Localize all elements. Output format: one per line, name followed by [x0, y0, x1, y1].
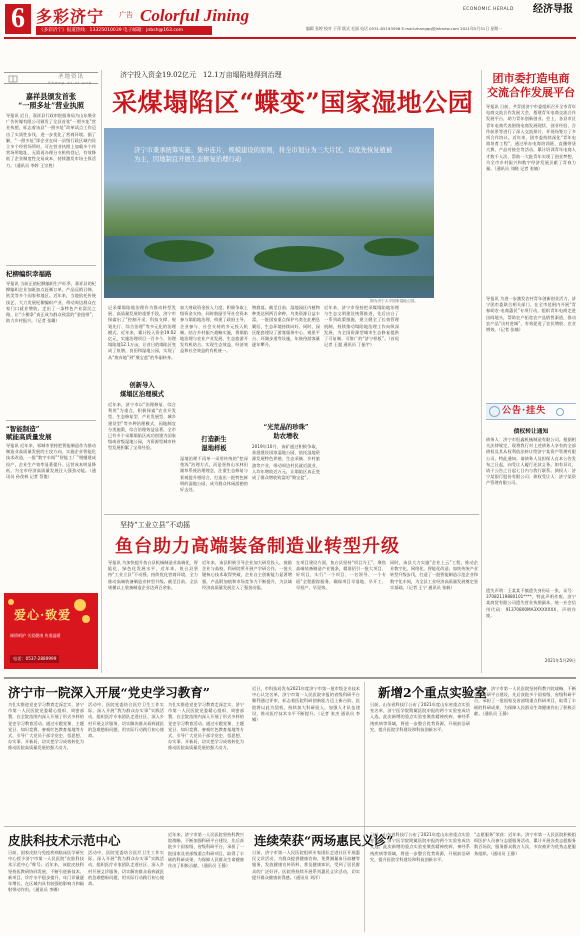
right-story-body: 导报讯 日前，共青团济宁市委组织召开全市青年电商交流合作发展大会，搭建青年电商交流合作发展平台，助力青年创新创业。会上，各县市区青年电商代表围绕电商发展现状、创业经验、合作前景等进行了深入交流探讨，并现场签订了多项合作协议。近年来，团市委持续深化“青年电商培育工程”，通过举办电商培训班、直播带货大赛、产品对接会等活动，累计培训青年电商人才数千人次，帮助一大批青年实现了创业梦想，为全市乡村振兴和数字经济发展贡献了青春力量。（通讯员 刘晓 记者 张楠） [486, 104, 576, 172]
mid-story-body4: 同时，该县大力实施“企业上云”工程，推动企业数字化、网络化、智能化改造，加快传统产业转型升级步伐，打造了一批智能制造示范企业和数字化车间，为全县工业经济高质量发展奠定坚实基础。（记者 王宁 通讯员 张帆） [390, 560, 478, 590]
ad-tag: 广告 [119, 11, 133, 19]
column-rule [101, 70, 102, 673]
top-story-subhead3: “光荒晶的珍珠” 助农增收 [263, 424, 309, 440]
bottom-story3-body3: 近年来，济宁市第一人民医院坚持科教兴院战略，不断加强科研平台建设，先后获批多个国家级、省级科研平台，承担了一批国家及省部级重点科研项目，取得了丰硕的科研成果，为保障人民群众生命健康作出了积极贡献。（通讯员 王静） [168, 832, 244, 869]
right-story-title: 团市委打造电商 交流合作发展平台 [487, 72, 575, 99]
photo-island [364, 238, 419, 256]
bottom-story1-body2b: 为扎实推进党史学习教育走深走实，济宁市第一人民医院党委精心组织、周密部署，在全院范围内深入开展了形式多样的党史学习教育活动。通过专题党课、主题党日、知识竞赛、参观红色教育基地等方式，引导广大党员干部学党史、悟思想、办实事、开新局，切实把学习成效转化为推动医院高质量发展的强大动力。 [168, 702, 244, 751]
bottom-story4-body: 日前，济宁市第一人民医院组织专家团队走进社区开展惠民义诊活动，为群众提供健康咨询、免费测量血压血糖等服务，发放健康宣传资料，普及健康知识，受到了居民群众的广泛好评。医院将持续开展系列惠民义诊活动，切实提升群众健康获得感。（通讯员 刘洋） [252, 850, 360, 880]
left-story3-title: “智能制造” 赋能高质量发展 [6, 425, 52, 441]
book-icon [8, 74, 18, 84]
photo-island [144, 240, 214, 262]
divider [4, 826, 576, 827]
ad-title: 爱心·致爱 [14, 608, 72, 622]
circle-icon [556, 408, 564, 416]
bottom-story1-body2: 活动中，医院党委结合医疗卫生工作实际，深入开展“我为群众办实事”实践活动，组织医疗专家团队走进社区、深入乡村开展义诊服务，切实解决群众看病就医的急难愁盼问题，用实际行动践行初心使命。 [88, 702, 164, 739]
circle-icon [489, 406, 500, 417]
wetland-photo [104, 128, 434, 298]
column-tag [4, 72, 98, 84]
top-story-body1: 记采煤塌陷地治理作为推动转型发展、高质量发展的重要手段，济宁市探索出了“控制开采、科技支撑、规划先行、综合治理”等多元化的治理模式。近年来，累计投入资金19.02亿元，实施治理项目一百多个，治理塌陷地12.1万亩，让昔日的塌陷区变成了鱼塘、良田和湿地公园，实现了从“废弃地”到“聚宝盆”的华丽转身。 [108, 305, 176, 360]
left-story2-title: 杞柳编织幸福路 [6, 270, 52, 278]
divider [104, 514, 479, 515]
hotline-strip: 《多彩济宁》报道热线：13325010039 电子邮箱：jnbsh@163.com [36, 26, 212, 35]
right-story-body2: 导报讯 为进一步激发农村青年创新创业活力，济宁团市委联合相关部门，在全市范围内开展“青春助农·电商惠民”专项行动，组织青年电商走进田间地头，帮助农户拓宽农产品销售渠道，推动农产品“出村进城”，有效促进了农民增收、农业增效。（记者 张楠） [486, 296, 576, 333]
divider [6, 420, 96, 421]
flower-icon [8, 599, 14, 605]
bottom-story2-body1: 日前，山东省科技厅公布了2021年度山东省重点实验室名单，济宁医学院附属医院申报的两个实验室成功入选。此次新增的重点实验室聚焦精神疾病、神经系统疾病等领域，将进一步整合优势资源，开展前沿研究，提升医院学科建设和科技创新水平。 [370, 702, 470, 732]
top-story-body6: 2019年10月，该矿通过积极争取，获批建设国家湿地公园，依托湿地资源发展特色养殖、生态采摘、乡村旅游等产业，带动周边村民就近就业，人均年增收近万元，让塌陷区真正变成了群众增收致富的“聚宝盆”。 [252, 444, 320, 481]
notice-body: 债务人：济宁市恒鑫机械制造有限公司。根据相关法律规定，现将我行对上述债务人享有的全部债权及其从权利依法转让给济宁某资产管理有限公司，特此通知。请债务人及担保人自本公告发布之日起，向受让人履行还款义务。如有异议，请于公告之日起七日内与我行联系。债权人：济宁某银行股份有限公司；债权受让人：济宁某资产管理有限公司。 [486, 437, 576, 486]
photo-island [254, 246, 344, 272]
notice-banner [486, 403, 576, 420]
top-story-subhead1: 创新导入 煤塌区治理模式 [119, 382, 165, 398]
left-story2-body: 导报讯 当前正值杞柳编织生产旺季，嘉祥县的杞柳编织企业加班加点赶制订单，产品远销日韩、欧美等多个国家和地区。近年来，当地依托传统技艺，大力发展杞柳编织产业，带动周边群众在家门口就业增收，走出了一条特色产业富民之路，让“小柳条”真正成为群众致富的“金纽带”，助力乡村振兴。（记者 张璐） [6, 281, 96, 324]
left-story3-body: 导报讯 近年来，邹城市坚持把智能制造作为推动制造业高质量发展的主攻方向，实施企业智能化技术改造，一批“数字车间”“智能工厂”相继建成投产，企业生产效率显著提升，运营成本明显降低，为全市经济高质量发展注入强劲动能。（通讯员 孙茂林 记者 蔡俊） [6, 443, 96, 480]
notice-loss: 遗失声明：王某某不慎遗失身份证一张，证号：37082119880101****，特此声明作废。济宁某商贸有限公司遗失营业执照副本，统一社会信用代码：91370800MA3XXXXXXX，声明作废。 [486, 588, 576, 618]
mid-story-body3: 在项目建设方面，鱼台县坚持“项目为王”，聚焦高端装备制造产业链条，精准招引一批大项目、好项目，实行“一个项目、一名领导、一个专班”全程跟踪服务，确保项目早落地、早开工、早投产、早见效。 [296, 560, 386, 590]
advertisement [4, 593, 98, 669]
bottom-story1-body3: 近日，市科技局发布2021年度济宁市第一批市级企业技术中心认定名单，济宁市第一人民医院申报的省级科研平台顺利通过评审，标志着医院科研创新能力迈上新台阶。医院将以此为契机，持续加大科研投入，加强人才队伍建设，推动医疗技术水平不断提升。（记者 张杰 通讯员 李娜） [252, 686, 360, 723]
column-tag-cn: 圣地资讯 [58, 74, 85, 80]
top-story-body3: 加大财政资金投入力度，积极争取上级资金支持，同时鼓励引导社会资本参与塌陷地治理，构建了政府主导、企业参与、社会支持的多元投入机制。结合乡村振兴战略实施，将塌陷地治理与农业产业发展、生态旅游开发有机结合，实现生态效益、经济效益和社会效益的有机统一。 [180, 305, 248, 354]
section-rule [4, 677, 576, 679]
paper-name-cn: 经济导报 [533, 4, 573, 15]
top-story-body5: 物群落。截至目前，湿地园区内植物种类达到两百余种，鸟类资源日益丰富，一批国家重点保护鸟类在此栖息繁衍，生态环境持续向好。同时，园区配套建设了游客服务中心、观景平台、环湖步道等设施，年接待游客量逐年攀升。 [252, 305, 320, 348]
ad-subtitle: 倾情呵护 关爱健康 传递温暖 [10, 633, 61, 638]
top-story-body7: 近年来，济宁市坚持把采煤塌陷地治理与生态文明建设统筹推进，先后出台了一系列政策措施，建立健全了长效管理机制，持续推动塌陷地治理工作向纵深发展，为全国资源型城市生态修复提供了可复制、可推广的“济宁样板”。（首尾 记者 王超 通讯员 丁振宇） [324, 305, 399, 348]
notice-date: 2021年5月29日 [544, 658, 576, 663]
paper-name-en: ECONOMIC HERALD [463, 7, 514, 12]
column-rule [481, 70, 482, 673]
ad-phone: 电话：0537-2889999 [10, 655, 59, 663]
bottom-story5-body: “志愿服务”荣获：近年来，济宁市第一人民医院积极组织医护人员参与志愿服务活动，累计开展各类志愿服务数百场次，服务群众数万人次，多次被评为优秀志愿服务组织。（通讯员 王静） [474, 832, 576, 856]
mid-story-headline: 鱼台助力高端装备制造业转型升级 [115, 536, 400, 557]
flower-icon [74, 599, 86, 611]
top-story-kicker: 济宁投入资金19.02亿元 12.1万亩塌陷地得到治理 [120, 71, 282, 79]
section-title-cn: 多彩济宁 [36, 7, 105, 26]
bottom-story3-body2: 活动中，医院党委结合医疗卫生工作实际，深入开展“我为群众办实事”实践活动，组织医疗专家团队走进社区、深入乡村开展义诊服务，切实解决群众看病就医的急难愁盼问题，用实际行动践行初心使命。 [88, 850, 164, 887]
page-number: 6 [5, 4, 31, 34]
mid-story-kicker: 坚持“工业立县”不动摇 [120, 521, 191, 529]
mid-story-body2: 近年来，该县积极引导企业加大研发投入，鼓励企业与高校、科研院所开展产学研合作，一批关键核心技术取得突破，企业自主创新能力显著增强，产品附加值和市场竞争力不断提升，为县域经济高质量发展注入了强劲动能。 [202, 560, 292, 590]
column-rule [364, 682, 365, 932]
bottom-story2-title: 新增2个重点实验室 [378, 685, 487, 700]
top-story-subhead2: 打造新生 湿地样板 [201, 436, 227, 452]
bottom-story3-body: 日前，国家皮肤与免疫疾病临床医学研究中心授予济宁市第一人民医院“皮肤科技术示范中心”称号。近年来，该院皮肤科坚持医教研协同发展，不断引进新技术、新项目，诊疗水平稳步提升，年门诊量逐年增长，在区域内具有较强的影响力和辐射带动作用。（通讯员 李娜） [8, 850, 84, 893]
bottom-story1-body1: 为扎实推进党史学习教育走深走实，济宁市第一人民医院党委精心组织、周密部署，在全院范围内深入开展了形式多样的党史学习教育活动。通过专题党课、主题党日、知识竞赛、参观红色教育基地等方式，引导广大党员干部学党史、悟思想、办实事、开新局，切实把学习成效转化为推动医院高质量发展的强大动力。 [8, 702, 84, 751]
section-title-en: Colorful Jining [140, 6, 250, 25]
left-story1-title: 嘉祥县颁发首张 “一照多址”营业执照 [18, 92, 84, 110]
notice-heading: 债权转让通知 [513, 429, 549, 435]
top-story-body4: 湿地治理不再单一采用传统的“挖深垫浅”治理方式，而是坚持山水林田湖草系统治理理念，注重生态修复与景观提升相结合，打造出一批特色鲜明的湿地公园，成为群众休闲游憩的好去处。 [180, 456, 248, 493]
mid-story-body1: 导报讯 为加快提升鱼台县机械制造业高端化、智能化、绿色化发展水平，近年来，鱼台县坚持“工业立县”不动摇，持续优化营商环境，全力推动高端装备制造业转型升级。截至目前，全县规模以上装备制造企业达到百余家。 [108, 560, 198, 590]
contact-line: 编辑 张婷 校对 于萍 版式 毛丽 电话 0531-85193598 E-mail:zhangqq@jnbnew.com 2021年5月31日 星期一 [306, 26, 503, 31]
bottom-story1-title: 济宁市一院深入开展“党史学习教育” [8, 685, 210, 700]
notice-title: 公告·挂失 [502, 406, 547, 416]
divider [6, 265, 96, 266]
masthead-rule [4, 37, 576, 39]
flower-icon [82, 615, 90, 623]
top-story-body2: 近年来，济宁市以“治理修复、综合利用”为重点，积极探索“农业开发型、生态修复型、产业发展型、城乡建设型”等多种治理模式，因地制宜分类施策，综合治理效益显著，全市已有多个采煤塌陷区成功创建为国家级或省级湿地公园，为资源型城市转型发展积累了宝贵经验。 [108, 402, 176, 451]
bottom-story4-body2: 日前，山东省科技厅公布了2021年度山东省重点实验室名单，济宁医学院附属医院申报的两个实验室成功入选。此次新增的重点实验室聚焦精神疾病、神经系统疾病等领域，将进一步整合优势资源，开展前沿研究，提升医院学科建设和科技创新水平。 [370, 832, 470, 862]
bottom-story4-title: 连续荣获“两场惠民义诊” [254, 833, 394, 848]
bottom-story2-body2: 近年来，济宁市第一人民医院坚持科教兴院战略，不断加强科研平台建设，先后获批多个国家级、省级科研平台，承担了一批国家及省部级重点科研项目，取得了丰硕的科研成果，为保障人民群众生命健康作出了积极贡献。（通讯员 王静） [474, 686, 576, 716]
top-story-headline: 采煤塌陷区“蝶变”国家湿地公园 [112, 88, 474, 117]
left-story1-body: 导报讯 近日，嘉祥县行政审批服务局为山东聚业广告传媒有限公司颁发了全县首张“一照多址”营业执照，标志着该县“一照多址”改革试点工作迈出了实质性步伐，进一步优化了营商环境。据了解，“一照多址”即企业在同一县级行政区域内设立多个经营场所时，可在营业执照上加载多个经营场所地址，无需再办理分支机构登记，有效降低了企业制度性交易成本，持续激发市场主体活力。（通讯员 李婷 王宗胜） [6, 113, 96, 168]
photo-caption: 图为济宁太平国家湿地公园。 [370, 299, 418, 303]
bottom-story3-title: 皮肤科技术示范中心 [8, 833, 121, 848]
top-story-lead: 济宁市秉承统筹实施、集中连片、规模建设的原则，将全市划分为三大片区，以优先恢复植被为主，因地制宜开展生态修复治理行动 [134, 147, 393, 163]
column-tag-pinyin: Sheng di zi xun [48, 80, 93, 85]
